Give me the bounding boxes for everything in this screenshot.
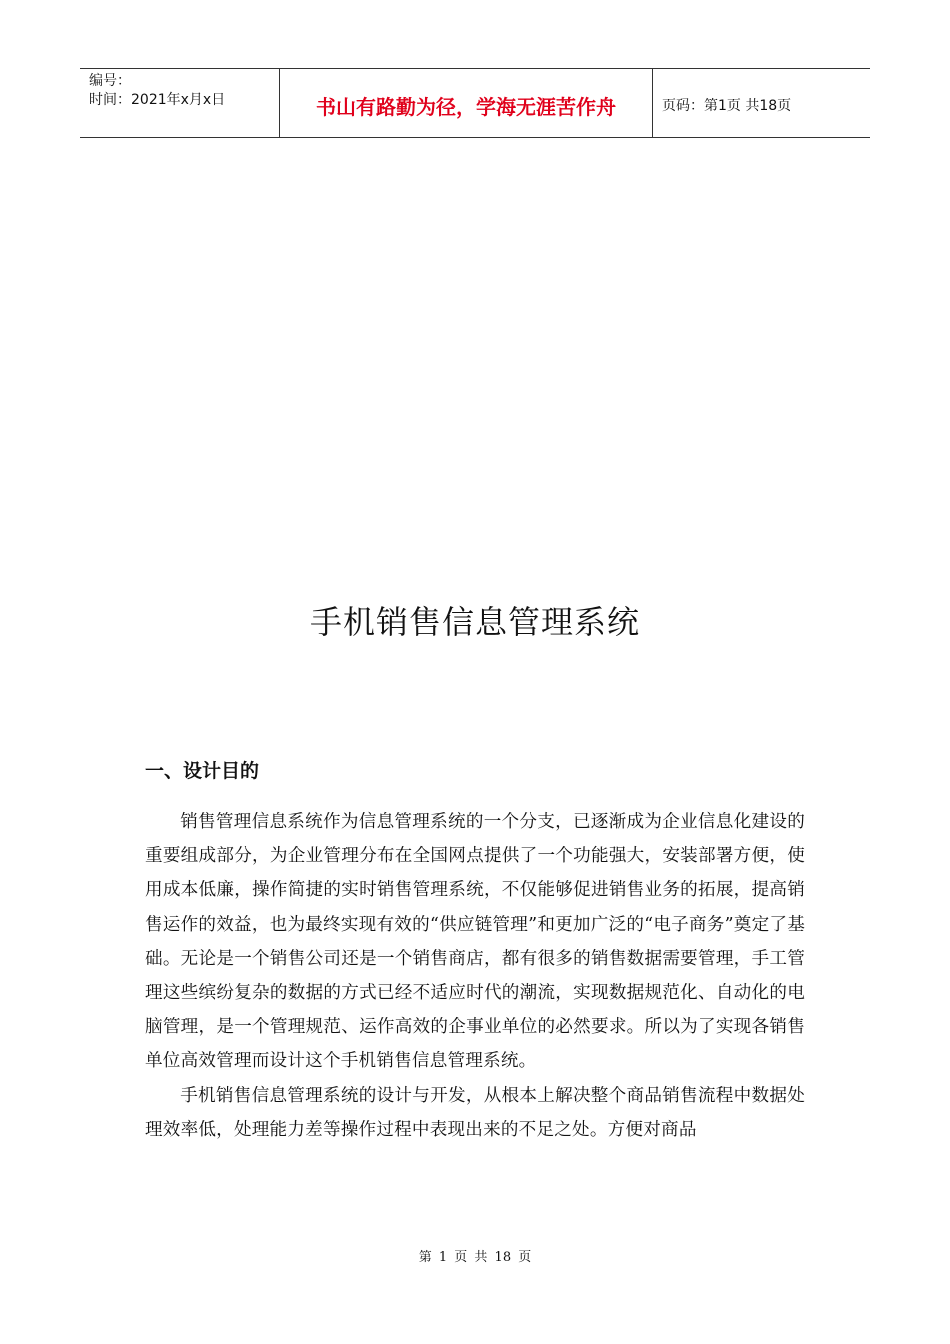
header-table: [80, 68, 870, 138]
document-title: 手机销售信息管理系统: [309, 603, 640, 641]
section-heading: 一、设计目的: [145, 760, 260, 782]
document-number-label: 编号：: [89, 73, 131, 89]
body-text: [145, 805, 805, 1147]
paragraph: 销售管理信息系统作为信息管理系统的一个分支，已逐渐成为企业信息化建设的重要组成部分，为企业管理分布在全国网点提供了一个功能强大，安装部署方便，使用成本低廉，操作简捷的实时销售管理系统，不仅能够促进销售业务的拓展，提高销售运作的效益，也为最终实现有效的“供应链管理”和更加广泛的“电子商务”奠定了基础。无论是一个销售公司还是一个销售商店，都有很多的销售数据需要管理，手工管理这些缤纷复杂的数据的方式已经不适应时代的潮流，实现数据规范化、自动化的电脑管理，是一个管理规范、运作高效的企事业单位的必然要求。所以为了实现各销售单位高效管理而设计这个手机销售信息管理系统。: [145, 812, 805, 1072]
page-footer: 第 1 页 共 18 页: [418, 1250, 532, 1265]
header-motto: 书山有路勤为径，学海无涯苦作舟: [280, 69, 653, 137]
document-time-label: 时间：2021年x月x日: [89, 92, 226, 108]
header-meta-cell: [80, 69, 280, 137]
header-page-info: 页码：第1页 共18页: [662, 98, 792, 114]
paragraph: 手机销售信息管理系统的设计与开发，从根本上解决整个商品销售流程中数据处理效率低，处理能力差等操作过程中表现出来的不足之处。方便对商品: [145, 1085, 805, 1140]
